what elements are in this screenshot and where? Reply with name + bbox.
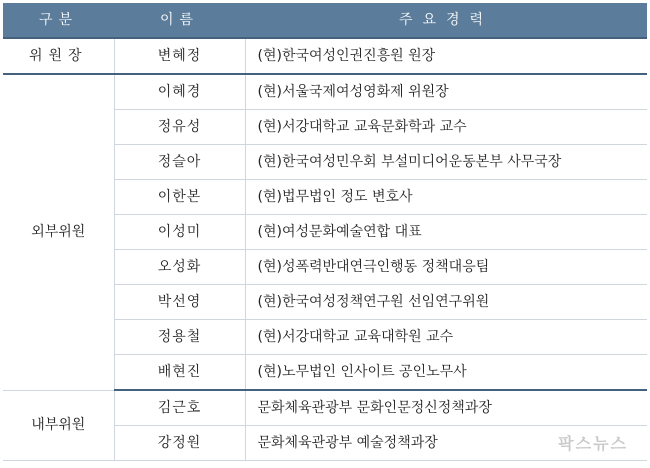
- header-category: 구분: [3, 3, 114, 38]
- committee-table: [3, 3, 647, 461]
- member-name: 이한본: [114, 180, 245, 215]
- member-name: 오성화: [114, 250, 245, 285]
- member-name: 정유성: [114, 110, 245, 145]
- table-row: [3, 74, 647, 110]
- member-career: (현)성폭력반대연극인행동 정책대응팀: [245, 250, 647, 285]
- header-career: 주요경력: [245, 3, 647, 38]
- member-name: 강정원: [114, 426, 245, 461]
- category-chair: 위원장: [3, 38, 114, 74]
- header-row: [3, 3, 647, 38]
- member-name: 배현진: [114, 355, 245, 391]
- member-name: 정용철: [114, 320, 245, 355]
- member-career: (현)서강대학교 교육대학원 교수: [245, 320, 647, 355]
- category-external: 외부위원: [3, 74, 114, 390]
- watermark-logo: 팍스뉴스: [558, 434, 628, 453]
- member-career: (현)한국여성민우회 부설미디어운동본부 사무국장: [245, 145, 647, 180]
- table-row: [3, 390, 647, 426]
- table-row: [3, 38, 647, 74]
- member-name: 이혜경: [114, 74, 245, 110]
- member-career: 문화체육관광부 문화인문정신정책과장: [245, 390, 647, 426]
- member-career: (현)여성문화예술연합 대표: [245, 215, 647, 250]
- member-name: 박선영: [114, 285, 245, 320]
- member-career: (현)서울국제여성영화제 위원장: [245, 74, 647, 110]
- member-career: (현)한국여성정책연구원 선임연구위원: [245, 285, 647, 320]
- member-name: 김근호: [114, 390, 245, 426]
- member-career: (현)법무법인 정도 변호사: [245, 180, 647, 215]
- member-career: (현)한국여성인권진흥원 원장: [245, 38, 647, 74]
- member-name: 정슬아: [114, 145, 245, 180]
- header-name: 이름: [114, 3, 245, 38]
- member-career: (현)노무법인 인사이트 공인노무사: [245, 355, 647, 391]
- member-career: 문화체육관광부 예술정책과장: [245, 426, 647, 461]
- member-name: 변혜정: [114, 38, 245, 74]
- category-internal: 내부위원: [3, 390, 114, 461]
- member-name: 이성미: [114, 215, 245, 250]
- member-career: (현)서강대학교 교육문화학과 교수: [245, 110, 647, 145]
